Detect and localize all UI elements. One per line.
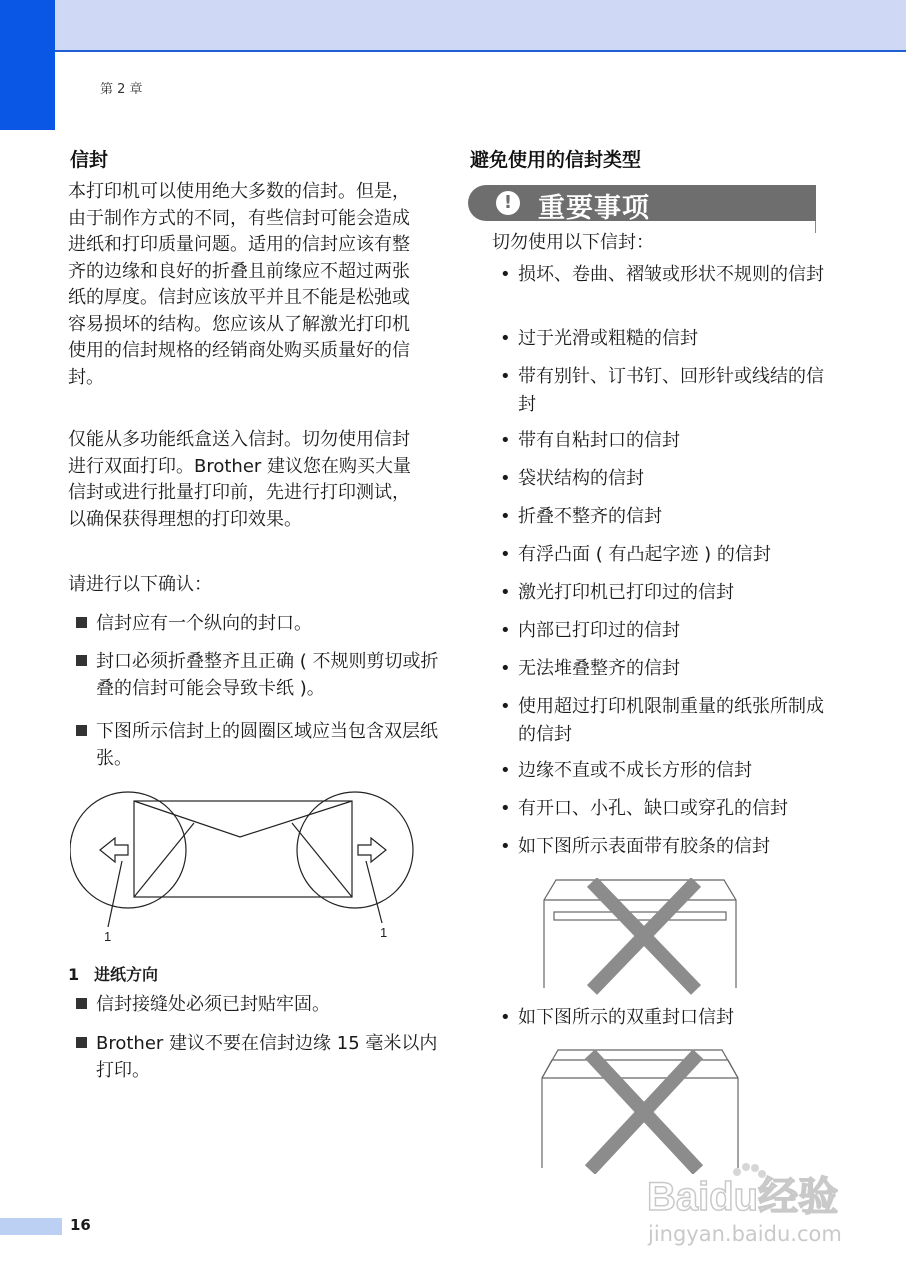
exclamation-icon: ! <box>496 191 520 215</box>
double-flap-envelope-figure <box>538 1048 742 1174</box>
square-bullet-icon <box>76 617 87 628</box>
avoid-list-item: • 袋状结构的信封 <box>500 468 644 489</box>
page-number: 16 <box>70 1216 91 1234</box>
check-item: 信封应有一个纵向的封口。 <box>76 610 442 637</box>
figure-label-right: 1 <box>380 925 388 940</box>
square-bullet-icon <box>76 1037 87 1048</box>
important-divider <box>815 221 816 233</box>
watermark-url: jingyan.baidu.com <box>648 1222 842 1246</box>
avoid-list-item: • 有浮凸面 ( 有凸起字迹 ) 的信封 <box>500 544 771 565</box>
page-number-bar <box>0 1218 62 1235</box>
avoid-list-item: • 激光打印机已打印过的信封 <box>500 582 734 603</box>
envelope-feed-figure <box>70 785 420 950</box>
paragraph-envelopes-intro: 本打印机可以使用绝大多数的信封。但是，由于制作方式的不同，有些信封可能会造成进纸和打印质量问题。适用的信封应该有整齐的边缘和良好的折叠且前缘应不超过两张纸的厚度。信封应该放平并且不能是松弛或容易损坏的结构。您应该从了解激光打印机使用的信封规格的经销商处购买质量好的信封。 <box>68 181 410 388</box>
paragraph-confirm: 请进行以下确认： <box>68 574 212 595</box>
callout-number: 1 <box>68 965 80 984</box>
avoid-list-item: • 有开口、小孔、缺口或穿孔的信封 <box>500 798 788 819</box>
figure-label-left: 1 <box>104 929 112 944</box>
callout-text: 进纸方向 <box>94 965 159 984</box>
avoid-list-item: • 如下图所示表面带有胶条的信封 <box>500 836 770 857</box>
adhesive-envelope-figure <box>540 878 740 998</box>
watermark-brand: Baidu经验 <box>647 1175 839 1219</box>
avoid-list-item: • 如下图所示的双重封口信封 <box>500 1007 734 1028</box>
square-bullet-icon <box>76 725 87 736</box>
chapter-tab <box>0 0 55 130</box>
avoid-list-item: • 带有自粘封口的信封 <box>500 430 680 451</box>
chapter-label: 第 2 章 <box>100 82 143 97</box>
section-title-envelopes: 信封 <box>70 149 109 171</box>
important-label: 重要事项 <box>538 193 650 224</box>
avoid-list-item: • 折叠不整齐的信封 <box>500 506 662 527</box>
check-item: 信封接缝处必须已封贴牢固。 <box>76 991 442 1018</box>
square-bullet-icon <box>76 655 87 666</box>
paragraph-envelopes-feed: 仅能从多功能纸盒送入信封。切勿使用信封进行双面打印。Brother 建议您在购买大量信封或进行批量打印前，先进行打印测试，以确保获得理想的打印效果。 <box>68 429 412 530</box>
avoid-list-item: • 带有别针、订书钉、回形针或线结的信封 <box>500 366 824 415</box>
avoid-list-item: • 内部已打印过的信封 <box>500 620 680 641</box>
square-bullet-icon <box>76 998 87 1009</box>
avoid-intro: 切勿使用以下信封： <box>492 232 654 253</box>
important-banner <box>468 185 816 224</box>
avoid-list-item: • 无法堆叠整齐的信封 <box>500 658 680 679</box>
header-band <box>0 0 906 52</box>
check-item: 下图所示信封上的圆圈区域应当包含双层纸张。 <box>76 718 442 772</box>
baidu-watermark <box>645 1162 865 1222</box>
check-item: 封口必须折叠整齐且正确 ( 不规则剪切或折叠的信封可能会导致卡纸 )。 <box>76 648 442 702</box>
section-title-avoid: 避免使用的信封类型 <box>470 149 642 171</box>
avoid-list-item: • 使用超过打印机限制重量的纸张所制成的信封 <box>500 696 824 745</box>
check-item: Brother 建议不要在信封边缘 15 毫米以内打印。 <box>76 1030 442 1084</box>
avoid-list-item: • 边缘不直或不成长方形的信封 <box>500 760 752 781</box>
avoid-list-item: • 过于光滑或粗糙的信封 <box>500 328 698 349</box>
figure-callout <box>68 962 158 985</box>
avoid-list-item: • 损坏、卷曲、褶皱或形状不规则的信封 <box>500 264 824 285</box>
